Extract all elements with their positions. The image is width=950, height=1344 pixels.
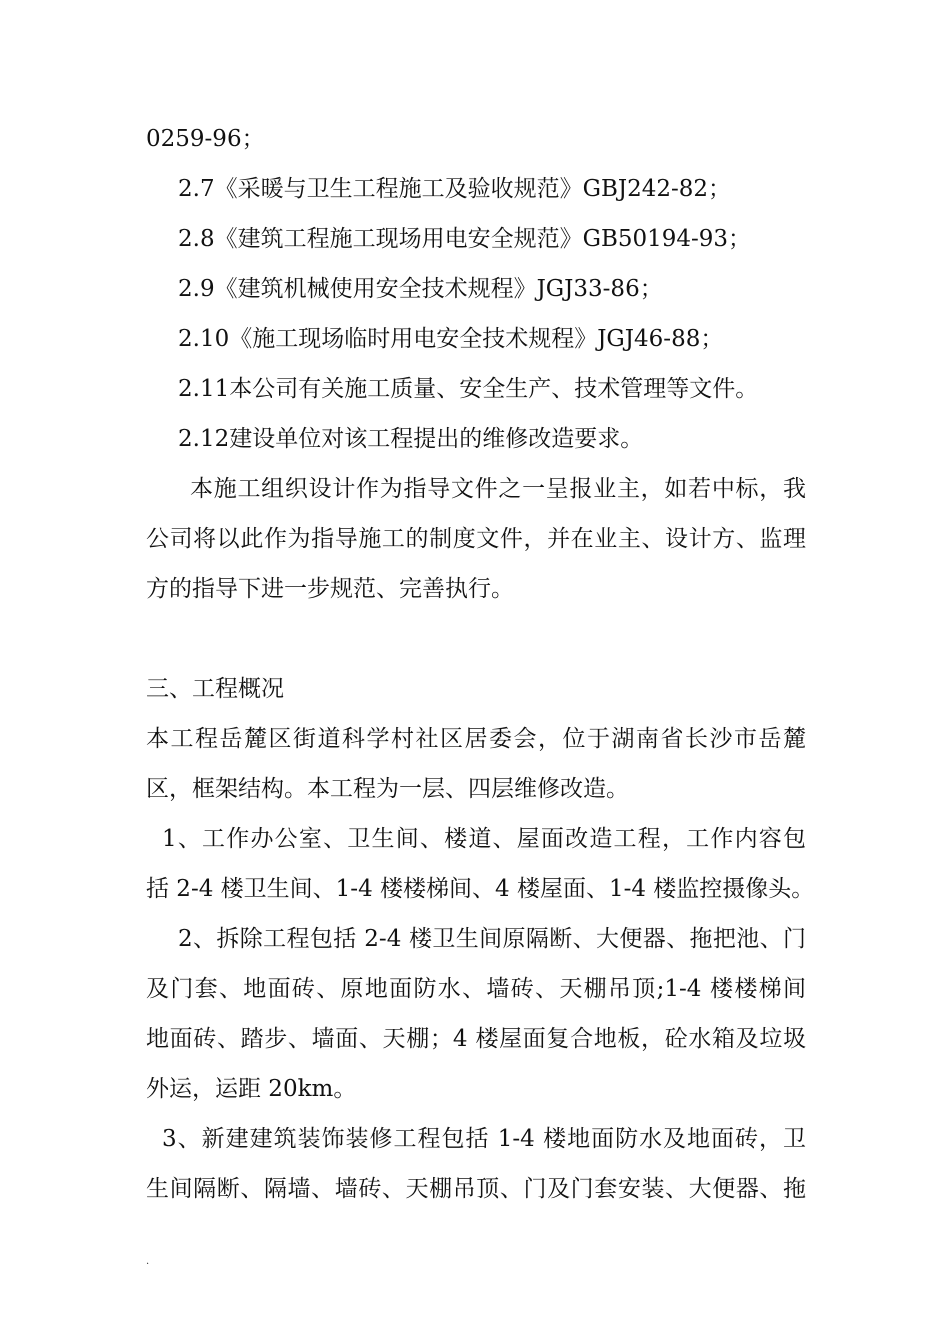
text-line: 2.11本公司有关施工质量、安全生产、技术管理等文件。 — [178, 376, 759, 402]
text-line: 2.9《建筑机械使用安全技术规程》JGJ33-86； — [178, 276, 663, 302]
paragraph-line: 2、拆除工程包括 2-4 楼卫生间原隔断、大便器、拖把池、门 — [178, 926, 806, 952]
paragraph-line: 公司将以此作为指导施工的制度文件，并在业主、设计方、监理 — [146, 526, 806, 552]
text-line: 2.8《建筑工程施工现场用电安全规范》GB50194-93； — [178, 226, 752, 252]
text-line: 2.10《施工现场临时用电安全技术规程》JGJ46-88； — [178, 326, 724, 352]
paragraph-line: 地面砖、踏步、墙面、天棚；4 楼屋面复合地板，砼水箱及垃圾 — [146, 1026, 806, 1052]
text-line: 0259-96； — [146, 126, 265, 152]
paragraph-line: 本施工组织设计作为指导文件之一呈报业主，如若中标，我 — [190, 476, 806, 502]
paragraph-line: 本工程岳麓区街道科学村社区居委会，位于湖南省长沙市岳麓 — [146, 726, 806, 752]
paragraph-line: 区，框架结构。本工程为一层、四层维修改造。 — [146, 776, 629, 802]
paragraph-line: 外运，运距 20km。 — [146, 1076, 357, 1102]
paragraph-line: 1、工作办公室、卫生间、楼道、屋面改造工程，工作内容包 — [162, 826, 806, 852]
text-line: 2.7《采暖与卫生工程施工及验收规范》GBJ242-82； — [178, 176, 732, 202]
footer-mark: . — [146, 1256, 150, 1267]
paragraph-line: 生间隔断、隔墙、墙砖、天棚吊顶、门及门套安装、大便器、拖 — [146, 1176, 806, 1202]
section-heading: 三、工程概况 — [146, 676, 284, 702]
paragraph-line: 方的指导下进一步规范、完善执行。 — [146, 576, 514, 602]
paragraph-line: 及门套、地面砖、原地面防水、墙砖、天棚吊顶;1-4 楼楼梯间 — [146, 976, 806, 1002]
paragraph-line: 3、新建建筑装饰装修工程包括 1-4 楼地面防水及地面砖，卫 — [162, 1126, 806, 1152]
text-line: 2.12建设单位对该工程提出的维修改造要求。 — [178, 426, 644, 452]
paragraph-line: 括 2-4 楼卫生间、1-4 楼楼梯间、4 楼屋面、1-4 楼监控摄像头。 — [146, 876, 815, 902]
